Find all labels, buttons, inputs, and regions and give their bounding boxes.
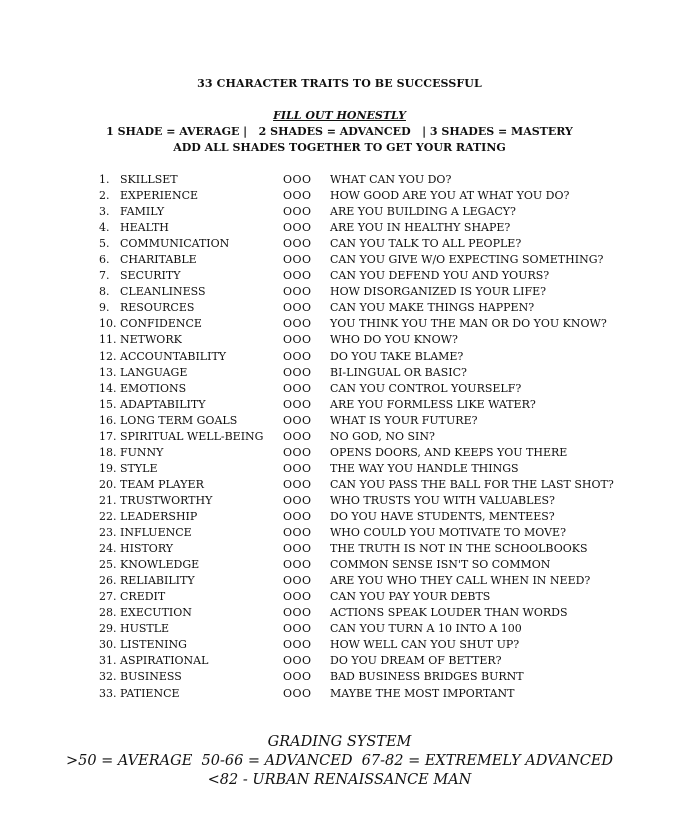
trait-question: HOW GOOD ARE YOU AT WHAT YOU DO?: [330, 189, 570, 203]
trait-name: FUNNY: [120, 445, 164, 459]
trait-number: 27.: [99, 590, 117, 604]
trait-question: DO YOU TAKE BLAME?: [330, 349, 464, 363]
trait-name: LONG TERM GOALS: [120, 413, 238, 427]
trait-row: [0, 509, 679, 525]
trait-question: CAN YOU GIVE W/O EXPECTING SOMETHING?: [330, 253, 604, 267]
trait-row: [0, 236, 679, 252]
shade-circles: OOO: [283, 333, 312, 347]
trait-row: [0, 204, 679, 220]
trait-name: PATIENCE: [120, 686, 180, 700]
trait-row: [0, 316, 679, 332]
shade-circles: OOO: [283, 686, 312, 700]
shade-circles: OOO: [283, 317, 312, 331]
trait-question: HOW WELL CAN YOU SHUT UP?: [330, 638, 520, 652]
grading-heading: GRADING SYSTEM: [267, 734, 412, 750]
trait-number: 26.: [99, 574, 117, 588]
trait-question: THE WAY YOU HANDLE THINGS: [330, 461, 519, 475]
trait-name: CLEANLINESS: [120, 285, 206, 299]
trait-question: ACTIONS SPEAK LOUDER THAN WORDS: [330, 606, 568, 620]
trait-number: 32.: [99, 670, 117, 684]
shade-circles: OOO: [283, 638, 312, 652]
shade-circles: OOO: [283, 654, 312, 668]
trait-number: 1.: [99, 173, 110, 186]
trait-number: 21.: [99, 493, 117, 507]
trait-row: [0, 284, 679, 300]
trait-question: COMMON SENSE ISN'T SO COMMON: [330, 558, 551, 572]
trait-number: 30.: [99, 638, 117, 652]
trait-number: 20.: [99, 477, 117, 491]
document-title: 33 CHARACTER TRAITS TO BE SUCCESSFUL: [197, 77, 482, 90]
shade-circles: OOO: [283, 590, 312, 604]
trait-question: BI-LINGUAL OR BASIC?: [330, 365, 467, 379]
trait-name: EMOTIONS: [120, 381, 187, 395]
trait-question: WHAT IS YOUR FUTURE?: [330, 413, 478, 427]
trait-name: ACCOUNTABILITY: [120, 349, 227, 363]
trait-row: [0, 669, 679, 685]
trait-question: ARE YOU BUILDING A LEGACY?: [330, 205, 516, 219]
trait-name: TRUSTWORTHY: [120, 493, 213, 507]
trait-list: [0, 172, 679, 702]
shade-circles: OOO: [283, 558, 312, 572]
shade-circles: OOO: [283, 381, 312, 395]
trait-question: BAD BUSINESS BRIDGES BURNT: [330, 670, 524, 684]
trait-row: [0, 686, 679, 702]
trait-row: [0, 637, 679, 653]
trait-name: CONFIDENCE: [120, 317, 202, 331]
shade-circles: OOO: [283, 542, 312, 556]
trait-name: ADAPTABILITY: [120, 397, 206, 411]
shade-circles: OOO: [283, 622, 312, 636]
trait-row: [0, 461, 679, 477]
shade-circles: OOO: [283, 429, 312, 443]
shade-circles: OOO: [283, 461, 312, 475]
trait-question: YOU THINK YOU THE MAN OR DO YOU KNOW?: [330, 317, 607, 331]
trait-name: TEAM PLAYER: [120, 477, 204, 491]
trait-number: 8.: [99, 285, 110, 299]
trait-row: [0, 381, 679, 397]
trait-name: SKILLSET: [120, 173, 178, 186]
trait-number: 19.: [99, 461, 117, 475]
trait-question: CAN YOU DEFEND YOU AND YOURS?: [330, 269, 550, 283]
trait-row: [0, 397, 679, 413]
trait-name: INFLUENCE: [120, 526, 192, 540]
trait-number: 24.: [99, 542, 117, 556]
grading-scale-line: >50 = AVERAGE 50-66 = ADVANCED 67-82 = EXTREMELY ADVANCED: [65, 753, 614, 769]
trait-name: RELIABILITY: [120, 574, 195, 588]
trait-number: 13.: [99, 365, 117, 379]
grading-system: [0, 733, 679, 790]
trait-number: 5.: [99, 237, 110, 251]
trait-number: 33.: [99, 686, 117, 700]
trait-number: 23.: [99, 526, 117, 540]
trait-row: [0, 365, 679, 381]
trait-number: 28.: [99, 606, 117, 620]
trait-question: ARE YOU WHO THEY CALL WHEN IN NEED?: [330, 574, 591, 588]
trait-question: DO YOU DREAM OF BETTER?: [330, 654, 502, 668]
trait-number: 2.: [99, 189, 110, 203]
trait-row: [0, 413, 679, 429]
trait-question: NO GOD, NO SIN?: [330, 429, 435, 443]
trait-number: 22.: [99, 509, 117, 523]
trait-name: SPIRITUAL WELL-BEING: [120, 429, 264, 443]
shade-circles: OOO: [283, 269, 312, 283]
trait-question: CAN YOU TALK TO ALL PEOPLE?: [330, 237, 522, 251]
trait-row: [0, 220, 679, 236]
trait-number: 7.: [99, 269, 110, 283]
trait-question: ARE YOU FORMLESS LIKE WATER?: [330, 397, 536, 411]
trait-row: [0, 188, 679, 204]
shade-circles: OOO: [283, 509, 312, 523]
trait-name: EXECUTION: [120, 606, 192, 620]
trait-name: RESOURCES: [120, 301, 195, 315]
shade-circles: OOO: [283, 221, 312, 235]
trait-question: WHO COULD YOU MOTIVATE TO MOVE?: [330, 526, 566, 540]
shade-circles: OOO: [283, 493, 312, 507]
trait-question: ARE YOU IN HEALTHY SHAPE?: [330, 221, 511, 235]
shade-circles: OOO: [283, 413, 312, 427]
shade-circles: OOO: [283, 606, 312, 620]
trait-row: [0, 268, 679, 284]
trait-question: CAN YOU PASS THE BALL FOR THE LAST SHOT?: [330, 477, 614, 491]
trait-number: 6.: [99, 253, 110, 267]
trait-name: BUSINESS: [120, 670, 182, 684]
trait-row: [0, 332, 679, 348]
trait-row: [0, 477, 679, 493]
trait-row: [0, 621, 679, 637]
trait-question: CAN YOU TURN A 10 INTO A 100: [330, 622, 522, 636]
trait-number: 10.: [99, 317, 117, 331]
trait-question: THE TRUTH IS NOT IN THE SCHOOLBOOKS: [330, 542, 588, 556]
trait-name: HUSTLE: [120, 622, 170, 636]
trait-name: EXPERIENCE: [120, 189, 199, 203]
trait-number: 25.: [99, 558, 117, 572]
trait-number: 4.: [99, 221, 110, 235]
trait-row: [0, 300, 679, 316]
rating-instruction: ADD ALL SHADES TOGETHER TO GET YOUR RATING: [173, 141, 506, 154]
trait-name: KNOWLEDGE: [120, 558, 200, 572]
trait-number: 12.: [99, 349, 117, 363]
trait-name: LISTENING: [120, 638, 187, 652]
trait-name: COMMUNICATION: [120, 237, 230, 251]
trait-row: [0, 429, 679, 445]
shades-legend: 1 SHADE = AVERAGE | 2 SHADES = ADVANCED | 3 SHADES = MASTERY: [106, 125, 573, 138]
shade-circles: OOO: [283, 445, 312, 459]
shade-circles: OOO: [283, 301, 312, 315]
shade-circles: OOO: [283, 365, 312, 379]
trait-question: CAN YOU MAKE THINGS HAPPEN?: [330, 301, 535, 315]
shade-circles: OOO: [283, 526, 312, 540]
trait-row: [0, 172, 679, 188]
shade-circles: OOO: [283, 574, 312, 588]
trait-row: [0, 557, 679, 573]
trait-name: FAMILY: [120, 205, 165, 219]
trait-question: OPENS DOORS, AND KEEPS YOU THERE: [330, 445, 568, 459]
trait-row: [0, 525, 679, 541]
trait-name: CHARITABLE: [120, 253, 197, 267]
trait-number: 14.: [99, 381, 117, 395]
trait-number: 16.: [99, 413, 117, 427]
trait-question: HOW DISORGANIZED IS YOUR LIFE?: [330, 285, 547, 299]
trait-number: 11.: [99, 333, 117, 347]
shade-circles: OOO: [283, 285, 312, 299]
trait-name: LEADERSHIP: [120, 509, 198, 523]
shade-circles: OOO: [283, 189, 312, 203]
shade-circles: OOO: [283, 397, 312, 411]
trait-question: CAN YOU PAY YOUR DEBTS: [330, 590, 491, 604]
trait-row: [0, 573, 679, 589]
shade-circles: OOO: [283, 253, 312, 267]
grading-top-line: <82 - URBAN RENAISSANCE MAN: [207, 772, 472, 788]
trait-row: [0, 589, 679, 605]
trait-number: 17.: [99, 429, 117, 443]
trait-name: LANGUAGE: [120, 365, 188, 379]
trait-number: 31.: [99, 654, 117, 668]
trait-row: [0, 445, 679, 461]
trait-name: CREDIT: [120, 590, 166, 604]
shade-circles: OOO: [283, 173, 312, 186]
trait-number: 15.: [99, 397, 117, 411]
trait-row: [0, 605, 679, 621]
trait-row: [0, 541, 679, 557]
trait-question: WHO TRUSTS YOU WITH VALUABLES?: [330, 493, 555, 507]
trait-name: ASPIRATIONAL: [120, 654, 209, 668]
trait-question: WHAT CAN YOU DO?: [330, 173, 452, 186]
trait-question: CAN YOU CONTROL YOURSELF?: [330, 381, 522, 395]
trait-row: [0, 349, 679, 365]
trait-row: [0, 493, 679, 509]
trait-name: NETWORK: [120, 333, 182, 347]
trait-question: MAYBE THE MOST IMPORTANT: [330, 686, 515, 700]
trait-question: DO YOU HAVE STUDENTS, MENTEES?: [330, 509, 555, 523]
trait-number: 9.: [99, 301, 110, 315]
shade-circles: OOO: [283, 477, 312, 491]
shade-circles: OOO: [283, 237, 312, 251]
trait-name: HISTORY: [120, 542, 174, 556]
trait-name: HEALTH: [120, 221, 169, 235]
shade-circles: OOO: [283, 205, 312, 219]
shade-circles: OOO: [283, 670, 312, 684]
trait-name: STYLE: [120, 461, 158, 475]
trait-number: 3.: [99, 205, 110, 219]
shade-circles: OOO: [283, 349, 312, 363]
fill-out-subtitle: FILL OUT HONESTLY: [273, 109, 406, 122]
trait-number: 18.: [99, 445, 117, 459]
trait-question: WHO DO YOU KNOW?: [330, 333, 458, 347]
trait-name: SECURITY: [120, 269, 181, 283]
trait-row: [0, 653, 679, 669]
trait-number: 29.: [99, 622, 117, 636]
trait-row: [0, 252, 679, 268]
